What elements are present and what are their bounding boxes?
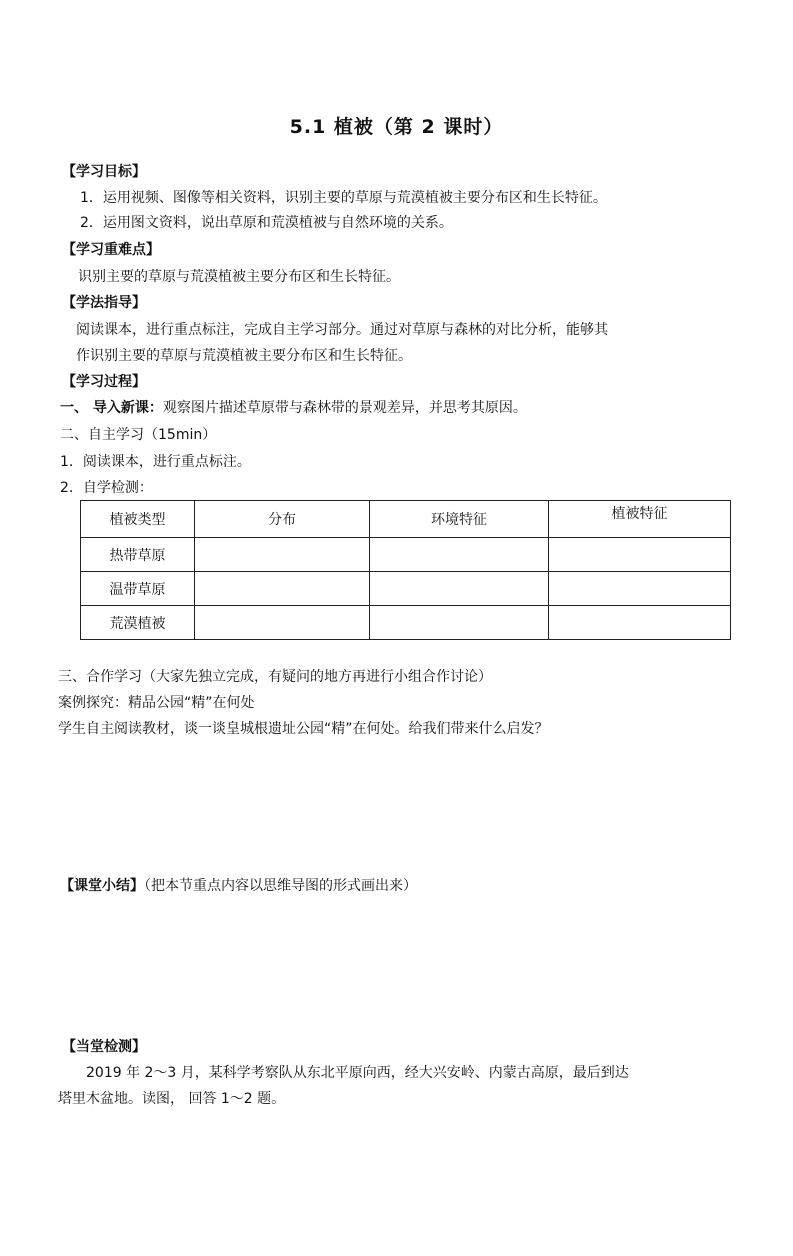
table-cell[interactable] [195,572,370,606]
learning-process-heading: 【学习过程】 [62,374,146,390]
table-cell: 荒漠植被 [81,606,195,640]
class-summary-text: （把本节重点内容以思维导图的形式画出来） [144,878,417,894]
in-class-test-heading: 【当堂检测】 [62,1039,146,1055]
learning-goal-1: 1．运用视频、图像等相关资料，识别主要的草原与荒漠植被主要分布区和生长特征。 [80,190,607,206]
table-cell[interactable] [195,538,370,572]
table-cell[interactable] [195,606,370,640]
table-cell: 温带草原 [81,572,195,606]
table-cell[interactable] [370,538,549,572]
table-header: 植被类型 [81,501,195,538]
learning-goal-2: 2．运用图文资料，说出草原和荒漠植被与自然环境的关系。 [80,215,453,231]
in-class-test-line-2: 塔里木盆地。读图， 回答 1～2 题。 [58,1091,286,1107]
table-header: 环境特征 [370,501,549,538]
table-row [81,572,731,606]
intro-label: 一、 导入新课： [60,400,163,416]
table-cell[interactable] [370,606,549,640]
study-method-line-2: 作识别主要的草原与荒漠植被主要分布区和生长特征。 [76,348,412,364]
self-study-step-1: 1．阅读课本，进行重点标注。 [60,454,251,470]
class-summary [60,876,417,896]
in-class-test-line-1: 2019 年 2～3 月，某科学考察队从东北平原向西，经大兴安岭、内蒙古高原，最后到达 [86,1065,629,1081]
table-row [81,538,731,572]
table-header: 植被特征 [549,501,731,538]
table-cell[interactable] [549,606,731,640]
study-method-heading: 【学法指导】 [62,295,146,311]
table-cell[interactable] [549,572,731,606]
table-cell: 热带草原 [81,538,195,572]
table-cell[interactable] [549,538,731,572]
intro-new-lesson [60,398,527,418]
key-points-text: 识别主要的草原与荒漠植被主要分布区和生长特征。 [78,269,400,285]
case-study-question: 学生自主阅读教材，谈一谈皇城根遗址公园“精”在何处。给我们带来什么启发？ [58,721,549,737]
key-points-heading: 【学习重难点】 [62,242,160,258]
page-title: 5.1 植被（第 2 课时） [289,116,504,138]
study-method-line-1: 阅读课本，进行重点标注，完成自主学习部分。通过对草原与森林的对比分析，能够其 [76,322,608,338]
table-row [81,606,731,640]
learning-goals-heading: 【学习目标】 [62,164,146,180]
table-header-row [81,501,731,538]
self-check-table [80,500,731,640]
table-header: 分布 [195,501,370,538]
intro-text: 观察图片描述草原带与森林带的景观差异，并思考其原因。 [162,400,527,416]
self-study-heading: 二、自主学习（15min） [60,427,217,443]
case-study-line: 案例探究：精品公园“精”在何处 [58,695,255,711]
class-summary-heading: 【课堂小结】 [60,878,144,894]
self-study-step-2: 2．自学检测： [60,480,153,496]
table-cell[interactable] [370,572,549,606]
cooperative-study-heading: 三、合作学习（大家先独立完成，有疑问的地方再进行小组合作讨论） [58,669,492,685]
